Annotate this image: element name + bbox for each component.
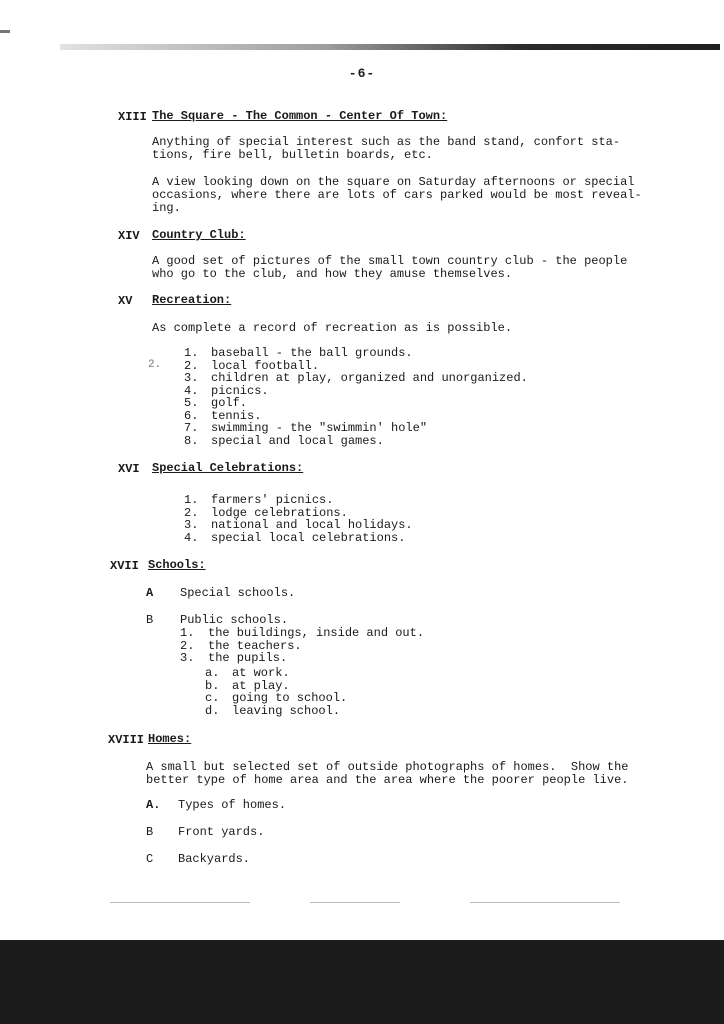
section-numeral: XVIII (108, 733, 145, 747)
public-schools-list (180, 627, 480, 665)
section-numeral: XIV (118, 229, 140, 243)
list-item: 1. farmers' picnics. (184, 493, 334, 507)
section-numeral: XV (118, 294, 133, 308)
scan-bottom-band (0, 940, 724, 1024)
list-item: 6. tennis. (184, 408, 262, 423)
list-item: 7. swimming - the "swimmin' hole" (184, 421, 428, 435)
section-title: Recreation: (152, 293, 232, 307)
section-title: Country Club: (152, 228, 246, 242)
list-item: 3. children at play, organized and unorganized. (184, 371, 528, 385)
sub-label: B (146, 613, 154, 627)
list-item: 3. national and local holidays. (184, 518, 413, 532)
scan-artifact (310, 902, 400, 903)
sub-label: B (146, 825, 154, 839)
section-title: Schools: (148, 558, 206, 572)
page-number: -6- (348, 66, 376, 81)
list-item: 8. special and local games. (184, 433, 384, 448)
sub-label: A. (146, 798, 161, 812)
scan-artifact (110, 902, 250, 903)
section-title: Homes: (148, 732, 192, 746)
recreation-list (184, 347, 544, 447)
list-item: 3. the pupils. (180, 651, 288, 665)
sub-item: Front yards. (178, 825, 265, 839)
sub-label: C (146, 852, 154, 866)
list-item: 2. lodge celebrations. (184, 505, 348, 520)
list-item: 4. picnics. (184, 383, 269, 398)
section-numeral: XVII (110, 559, 139, 573)
list-item: 1. the buildings, inside and out. (180, 626, 425, 640)
list-item: 1. baseball - the ball grounds. (184, 346, 413, 360)
list-item: b. at play. (205, 678, 290, 693)
sub-label: A (146, 586, 154, 600)
list-item: 2. the teachers. (180, 638, 302, 653)
paragraph: A small but selected set of outside photographs of homes. Show the better type of home area and the area where the poorer people live. (146, 760, 629, 787)
section-numeral: XIII (118, 110, 147, 124)
paragraph: A view looking down on the square on Saturday afternoons or special occasions, where there are lots of cars parked would be most reveal- ing. (152, 175, 642, 215)
handwritten-mark: 2. (148, 359, 162, 371)
scan-mark (0, 30, 10, 33)
sub-item: Public schools. (180, 613, 289, 627)
section-numeral: XVI (118, 462, 140, 476)
sub-item: Types of homes. (178, 798, 287, 812)
sub-item: Backyards. (178, 852, 251, 866)
celebrations-list (184, 494, 484, 544)
list-item: a. at work. (205, 666, 290, 680)
section-title: Special Celebrations: (152, 461, 304, 475)
scan-edge-bar (60, 44, 720, 50)
list-item: 4. special local celebrations. (184, 530, 406, 545)
list-item: c. going to school. (205, 691, 348, 705)
section-title: The Square - The Common - Center Of Town: (152, 109, 448, 123)
pupils-list (205, 667, 405, 717)
list-item: d. leaving school. (205, 703, 341, 718)
sub-item: Special schools. (180, 586, 296, 600)
list-item: 2. local football. (184, 358, 320, 373)
list-item: 5. golf. (184, 396, 248, 410)
paragraph: A good set of pictures of the small town country club - the people who go to the club, and how they amuse themselves. (152, 254, 628, 281)
scan-artifact (470, 902, 620, 903)
paragraph: As complete a record of recreation as is possible. (152, 321, 513, 335)
paragraph: Anything of special interest such as the band stand, confort sta- tions, fire bell, bulletin boards, etc. (152, 135, 621, 162)
